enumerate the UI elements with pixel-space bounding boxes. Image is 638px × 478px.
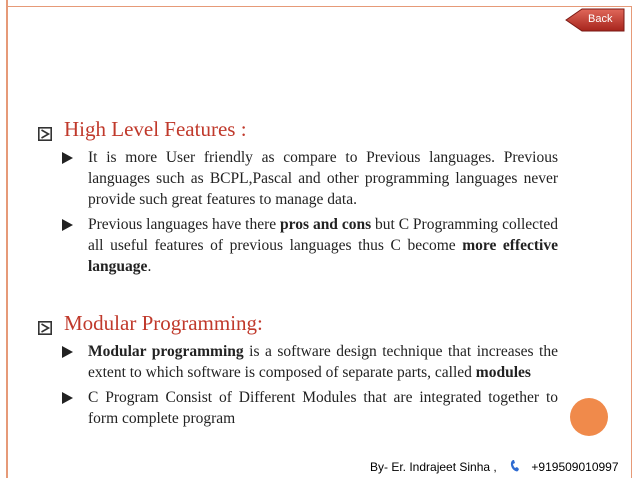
top-rule — [6, 6, 632, 7]
list-item — [38, 387, 558, 429]
footer-author: By- Er. Indrajeet Sinha , — [370, 460, 497, 474]
emphasis-text: more effective language — [88, 237, 558, 275]
list-item — [38, 147, 558, 210]
item-bullet-icon — [60, 150, 74, 164]
section-heading — [38, 312, 558, 334]
item-bullet-icon — [60, 344, 74, 358]
item-bullet-icon — [60, 217, 74, 231]
body-text: It is more User friendly as compare to Previous languages. Previous languages such as BCPL,Pascal and other programming languages never provide such great features to manage data. — [88, 149, 558, 208]
emphasis-text: pros and cons — [280, 216, 372, 233]
section-heading-text: High Level Features : — [64, 117, 247, 141]
section-heading — [38, 118, 558, 140]
footer — [370, 459, 619, 474]
phone-icon — [510, 459, 520, 473]
heading-bullet-icon — [38, 317, 52, 331]
emphasis-text: modules — [475, 364, 531, 381]
list-item — [38, 341, 558, 383]
right-rule — [631, 6, 632, 478]
body-text: Previous languages have there — [88, 216, 281, 233]
section — [38, 312, 558, 429]
list-item — [38, 214, 558, 277]
footer-phone: +919509010997 — [531, 460, 619, 474]
left-rule — [6, 0, 8, 478]
section-heading-text: Modular Programming: — [64, 311, 263, 335]
body-text: C Program Consist of Different Modules that are integrated together to form complete program — [88, 389, 558, 427]
body-text: . — [147, 258, 152, 275]
item-bullet-icon — [60, 390, 74, 404]
decorative-circle — [570, 398, 608, 436]
emphasis-text: Modular programming — [88, 343, 244, 360]
heading-bullet-icon — [38, 123, 52, 137]
back-button-label: Back — [588, 13, 613, 25]
body-text: is a software design technique that increases the extent to which software is composed of separate parts, called — [88, 343, 558, 381]
body-text: but C Programming collected all useful features of previous languages thus C become — [88, 216, 559, 254]
section — [38, 118, 558, 277]
back-button[interactable] — [564, 7, 626, 33]
